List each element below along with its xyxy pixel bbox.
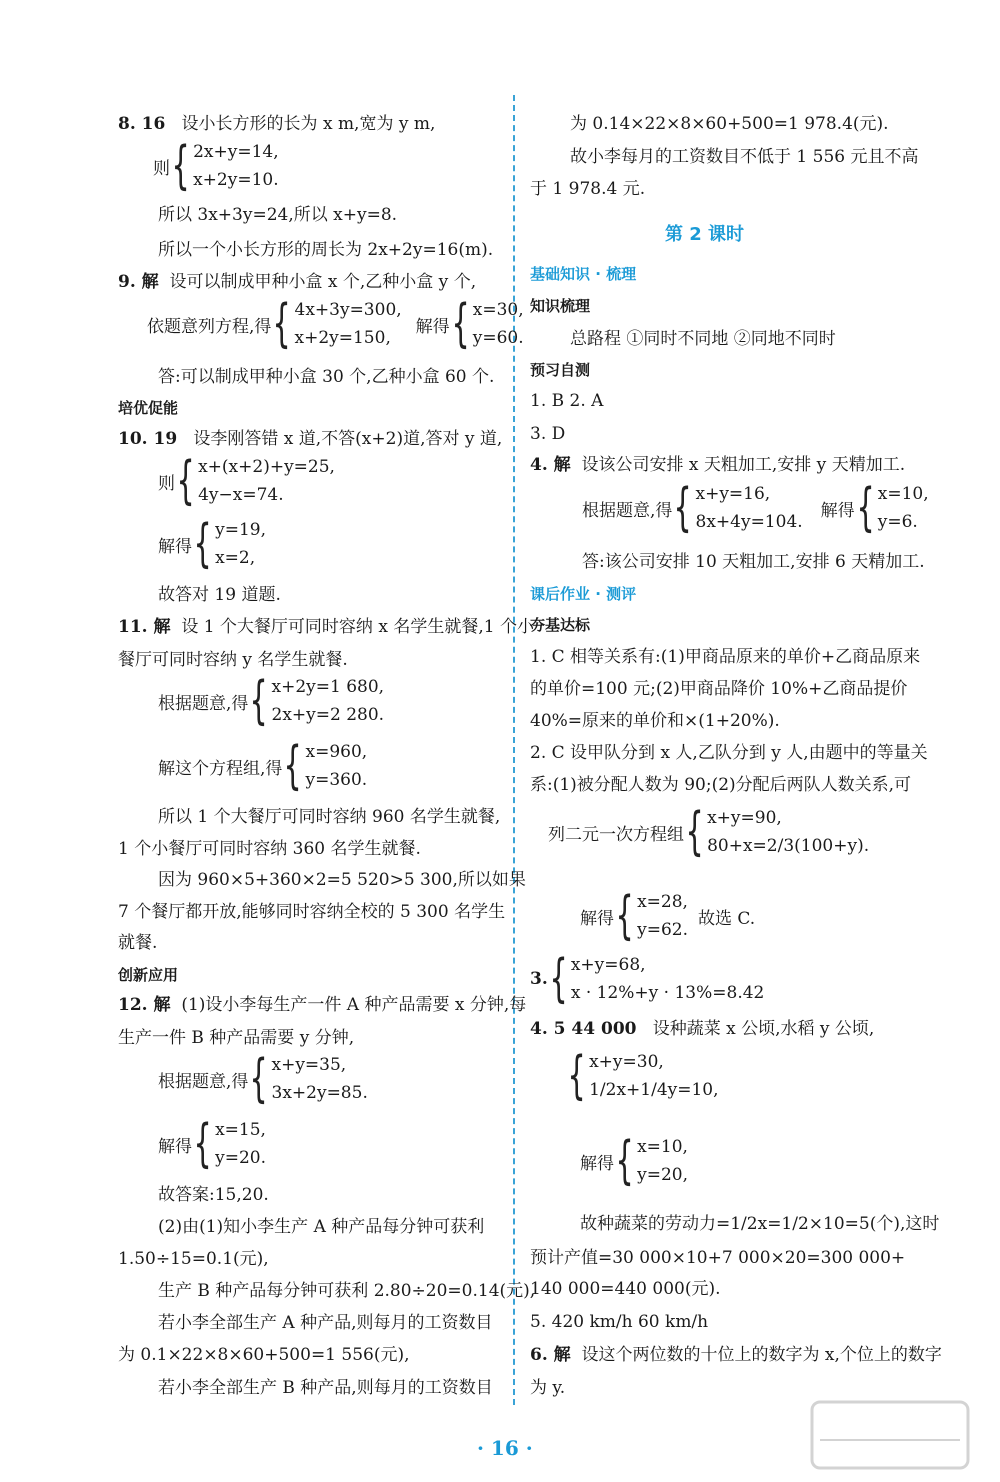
solution: x=15, (215, 1120, 266, 1140)
text-line: 所以一个小长方形的周长为 2x+2y=16(m). (158, 240, 494, 260)
brace: { (549, 949, 568, 1009)
equation: x+2y=150, (294, 328, 391, 348)
solution: x=960, (305, 742, 368, 762)
brace: { (451, 294, 470, 354)
solution: x=28, (637, 892, 688, 912)
equation: 2x+y=14, (193, 142, 279, 162)
text-line: 若小李全部生产 A 种产品,则每月的工资数目 (158, 1313, 493, 1333)
equation: 1/2x+1/4y=10, (589, 1080, 719, 1100)
equation: 80+x=2/3(100+y). (707, 836, 870, 856)
brace: { (193, 514, 212, 574)
equation: x+2y=1 680, (271, 677, 385, 697)
text-line: 为 0.1×22×8×60+500=1 556(元), (118, 1345, 410, 1365)
text-line: 解这个方程组,得 (158, 758, 283, 779)
text-line: 故小李每月的工资数目不低于 1 556 元且不高 (570, 147, 919, 167)
text-line: 若小李全部生产 B 种产品,则每月的工资数目 (158, 1378, 493, 1398)
lesson-title: 第 2 课时 (665, 224, 745, 245)
text-line: 列二元一次方程组 (548, 824, 684, 845)
section-heading: 创新应用 (118, 966, 179, 984)
subsection-heading: 预习自测 (530, 361, 591, 379)
solution: y=20, (637, 1165, 688, 1185)
text-line: 解得 (580, 908, 614, 929)
equation: x · 12%+y · 13%=8.42 (570, 983, 765, 1003)
column-divider (513, 95, 515, 1405)
q8-text: 设小长方形的长为 x m,宽为 y m, (181, 114, 436, 134)
answer-line: 5. 420 km/h 60 km/h (530, 1312, 709, 1332)
subsection-heading: 夯基达标 (530, 616, 591, 634)
brace: { (249, 1049, 269, 1109)
brace: { (673, 478, 693, 538)
q10-line (118, 427, 502, 451)
brace: { (283, 736, 303, 796)
solution: y=6. (877, 512, 918, 532)
q10-solution (158, 514, 266, 574)
b3-number: 3. (530, 969, 548, 989)
q12-solution (158, 1114, 266, 1174)
brace: { (615, 1131, 634, 1191)
text-line: 40%=原来的单价和×(1+20%). (530, 711, 780, 731)
equation: 3x+2y=85. (271, 1083, 368, 1103)
solution: x=10, (877, 484, 929, 504)
text-line: 解得 (415, 316, 450, 337)
solution: y=60. (472, 328, 524, 348)
text-line: 所以 3x+3y=24,所以 x+y=8. (158, 205, 398, 225)
q9-system (147, 294, 524, 354)
answer-line: 3. D (530, 424, 566, 444)
b4-number: 4. 5 44 000 (530, 1019, 637, 1039)
solution: x=10, (637, 1137, 688, 1157)
text-line: 1. C 相等关系有:(1)甲商品原来的单价+乙商品原来 (530, 647, 921, 667)
text-line: 7 个餐厅都开放,能够同时容纳全校的 5 300 名学生 (118, 902, 506, 922)
q8-number: 8. 16 (118, 114, 166, 134)
text-line: 为 y. (530, 1378, 566, 1398)
a4-text: 设该公司安排 x 天粗加工,安排 y 天精加工. (581, 455, 906, 475)
section-heading: 培优促能 (118, 399, 179, 417)
solution: y=62. (637, 920, 688, 940)
brace: { (567, 1046, 586, 1106)
text-line: 所以 1 个大餐厅可同时容纳 960 名学生就餐, (158, 807, 501, 827)
section-heading: 基础知识 · 梳理 (530, 265, 637, 283)
subsection-heading: 知识梳理 (530, 297, 591, 315)
equation: 4x+3y=300, (294, 300, 402, 320)
equation: x+2y=10. (193, 170, 279, 190)
a4-line (530, 453, 905, 477)
text-line: 2. C 设甲队分到 x 人,乙队分到 y 人,由题中的等量关 (530, 743, 928, 763)
brace: { (615, 886, 634, 946)
answer-line: 故答对 19 道题. (158, 585, 281, 605)
text-line: 依题意列方程,得 (147, 316, 272, 337)
text-line: 为 0.14×22×8×60+500=1 978.4(元). (570, 114, 889, 134)
q11-system (158, 671, 385, 731)
brace: { (193, 1114, 212, 1174)
equation: x+y=68, (570, 955, 646, 975)
text-line: 140 000=440 000(元). (530, 1279, 721, 1299)
q10-ze: 则 (158, 473, 175, 494)
b6-number: 6. 解 (530, 1345, 571, 1365)
b4-line (530, 1017, 874, 1041)
page-number: · 16 · (477, 1436, 533, 1460)
equation: x+y=16, (695, 484, 771, 504)
text-line: 于 1 978.4 元. (530, 179, 646, 199)
section-heading: 课后作业 · 测评 (530, 585, 637, 603)
q11-text: 设 1 个大餐厅可同时容纳 x 名学生就餐,1 个小 (181, 617, 534, 637)
q10-text: 设李刚答错 x 道,不答(x+2)道,答对 y 道, (193, 429, 503, 449)
b6-line (530, 1343, 942, 1367)
equation: x+(x+2)+y=25, (198, 457, 335, 477)
q12-line (118, 993, 526, 1017)
q11-solution (158, 736, 368, 796)
solution: x=2, (215, 548, 256, 568)
text-line: 餐厅可同时容纳 y 名学生就餐. (118, 650, 348, 670)
q11-number: 11. 解 (118, 617, 171, 637)
brace: { (249, 671, 269, 731)
q10-number: 10. 19 (118, 429, 178, 449)
text-line: 的单价=100 元;(2)甲商品降价 10%+乙商品提价 (530, 679, 908, 699)
q10-system (158, 451, 335, 511)
q12-number: 12. 解 (118, 995, 171, 1015)
q9-text: 设可以制成甲种小盒 x 个,乙种小盒 y 个, (169, 272, 477, 292)
equation: x+y=35, (271, 1055, 347, 1075)
text-line: 1.50÷15=0.1(元), (118, 1249, 269, 1269)
b6-text: 设这个两位数的十位上的数字为 x,个位上的数字 (581, 1345, 942, 1365)
text-line: 解得 (580, 1153, 614, 1174)
watermark-logo (810, 1400, 970, 1470)
text-line: 就餐. (118, 933, 158, 953)
q8-line (118, 112, 435, 136)
equation: x+y=90, (707, 808, 782, 828)
brace: { (171, 136, 190, 196)
text-line: 根据题意,得 (158, 1071, 249, 1092)
text-line: 故种蔬菜的劳动力=1/2x=1/2×10=5(个),这时 (580, 1214, 940, 1234)
b4-text: 设种蔬菜 x 公顷,水稻 y 公顷, (652, 1019, 875, 1039)
q9-number: 9. 解 (118, 272, 159, 292)
a4-system (582, 478, 929, 538)
q9-line (118, 270, 476, 294)
equation: 2x+y=2 280. (271, 705, 385, 725)
brace: { (176, 451, 195, 511)
text-line: 解得 (820, 500, 855, 521)
text-line: 总路程 ①同时不同地 ②同地不同时 (570, 329, 836, 349)
brace: { (856, 478, 875, 538)
text-line: 解得 (158, 1136, 192, 1157)
text-line: 预计产值=30 000×10+7 000×20=300 000+ (530, 1248, 906, 1268)
a4-number: 4. 解 (530, 455, 571, 475)
equation: 8x+4y=104. (695, 512, 803, 532)
answer-line: 1. B 2. A (530, 391, 604, 411)
text-line: 根据题意,得 (158, 693, 249, 714)
solution: y=19, (215, 520, 266, 540)
solution: y=20. (215, 1148, 266, 1168)
solution: y=360. (305, 770, 368, 790)
b4-solution (580, 1131, 688, 1191)
answer-line: 故答案:15,20. (158, 1185, 269, 1205)
text-line: 生产一件 B 种产品需要 y 分钟, (118, 1028, 355, 1048)
text-line: 故选 C. (697, 908, 756, 929)
q8-system (153, 136, 279, 196)
equation: 4y−x=74. (198, 485, 284, 505)
b3-system (530, 949, 765, 1009)
text-line: 解得 (158, 536, 192, 557)
b2-system (548, 802, 870, 862)
solution: x=30, (472, 300, 524, 320)
text-line: 因为 960×5+360×2=5 520>5 300,所以如果 (158, 870, 526, 890)
text-line: (2)由(1)知小李生产 A 种产品每分钟可获利 (158, 1217, 485, 1237)
brace: { (685, 802, 704, 862)
q11-line (118, 615, 534, 639)
brace: { (272, 294, 292, 354)
b4-system (566, 1046, 719, 1106)
q8-ze: 则 (153, 158, 170, 179)
equation: x+y=30, (589, 1052, 664, 1072)
b2-solution (580, 886, 756, 946)
text-line: 生产 B 种产品每分钟可获利 2.80÷20=0.14(元), (158, 1281, 536, 1301)
q12-system (158, 1049, 368, 1109)
text-line: 根据题意,得 (582, 500, 673, 521)
q12-text: (1)设小李每生产一件 A 种产品需要 x 分钟,每 (181, 995, 527, 1015)
text-line: 1 个小餐厅可同时容纳 360 名学生就餐. (118, 839, 421, 859)
answer-line: 答:该公司安排 10 天粗加工,安排 6 天精加工. (582, 552, 925, 572)
text-line: 系:(1)被分配人数为 90;(2)分配后两队人数关系,可 (530, 775, 912, 795)
answer-line: 答:可以制成甲种小盒 30 个,乙种小盒 60 个. (158, 367, 495, 387)
